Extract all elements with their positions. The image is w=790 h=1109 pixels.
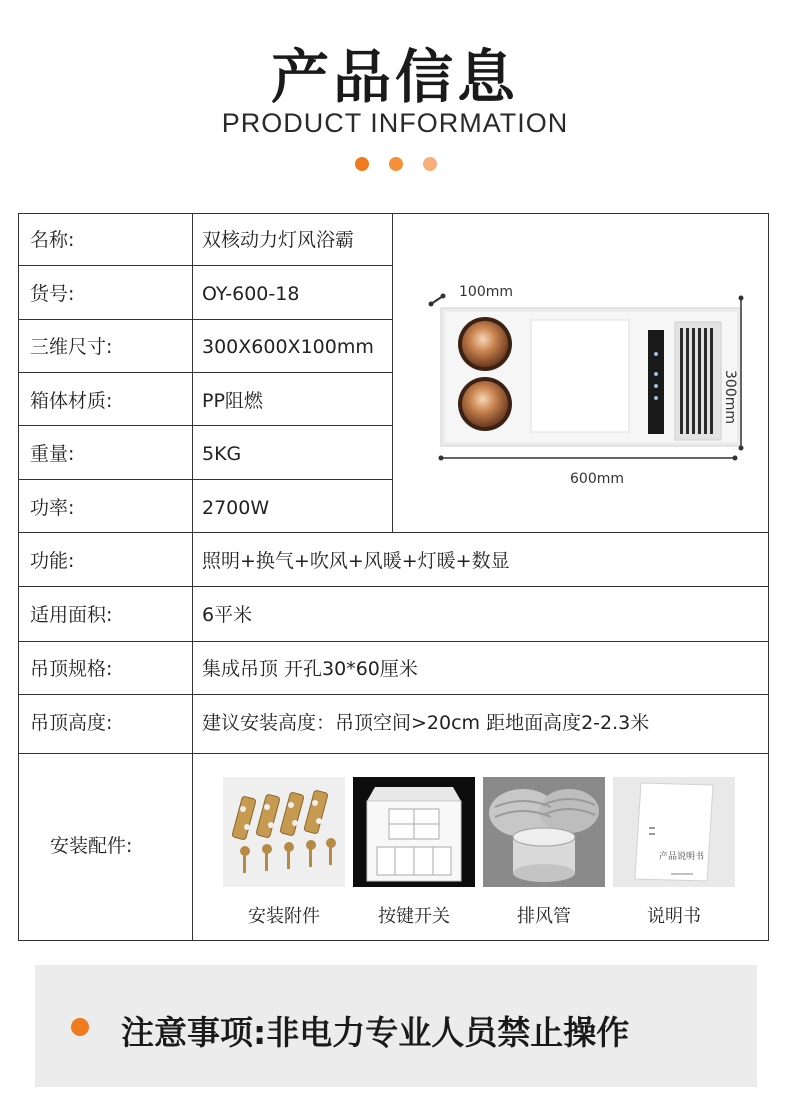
spec-label: 功能:: [30, 550, 75, 572]
accessory-caption: 说明书: [647, 906, 701, 927]
spec-value: 集成吊顶 开孔30*60厘米: [202, 658, 418, 680]
exhaust-duct-icon: [483, 777, 605, 887]
spec-label: 重量:: [30, 443, 75, 465]
product-diagram: [423, 290, 753, 470]
notice-banner: [35, 965, 757, 1087]
accessory-caption: 安装附件: [248, 906, 320, 927]
spec-label: 功率:: [30, 497, 75, 519]
spec-value: 照明+换气+吹风+风暖+灯暖+数显: [202, 550, 510, 572]
spec-label: 箱体材质:: [30, 390, 113, 412]
spec-value: 6平米: [202, 604, 253, 626]
accessory-caption: 按键开关: [378, 906, 450, 927]
booklet-title: 产品说明书: [659, 852, 705, 862]
spec-value: 5KG: [202, 443, 242, 465]
spec-value: 2700W: [202, 497, 270, 519]
spec-label: 三维尺寸:: [30, 336, 113, 358]
bath-heater-image: [423, 290, 753, 470]
spec-value: OY-600-18: [202, 283, 300, 305]
accessory-caption: 排风管: [517, 906, 571, 927]
bullet-dot-icon: [71, 1018, 89, 1036]
spec-value: 建议安装高度：吊顶空间>20cm 距地面高度2-2.3米: [202, 712, 650, 734]
page-subtitle: PRODUCT INFORMATION: [221, 108, 569, 138]
spec-value: 300X600X100mm: [202, 336, 374, 358]
width-label: 600mm: [570, 471, 624, 487]
spec-label: 吊顶规格:: [30, 658, 113, 680]
switch-panel-icon: [353, 777, 475, 887]
spec-value: 双核动力灯风浴霸: [202, 229, 355, 251]
spec-label: 名称:: [30, 229, 75, 251]
decorative-dots: [355, 157, 445, 171]
orange-dot-icon: [355, 157, 369, 171]
depth-label: 100mm: [459, 284, 513, 300]
spec-label: 货号:: [30, 283, 75, 305]
orange-dot-icon: [389, 157, 403, 171]
height-label: 300mm: [722, 370, 738, 424]
notice-text: 注意事项:非电力专业人员禁止操作: [121, 1013, 630, 1052]
mounting-hardware-icon: [223, 777, 345, 887]
orange-dot-icon: [423, 157, 437, 171]
page-title: 产品信息: [270, 43, 519, 111]
manual-booklet-icon: [613, 777, 735, 887]
spec-value: PP阻燃: [202, 390, 263, 412]
spec-label: 适用面积:: [30, 604, 113, 626]
accessories-label: 安装配件:: [50, 835, 133, 857]
spec-label: 吊顶高度:: [30, 712, 113, 734]
